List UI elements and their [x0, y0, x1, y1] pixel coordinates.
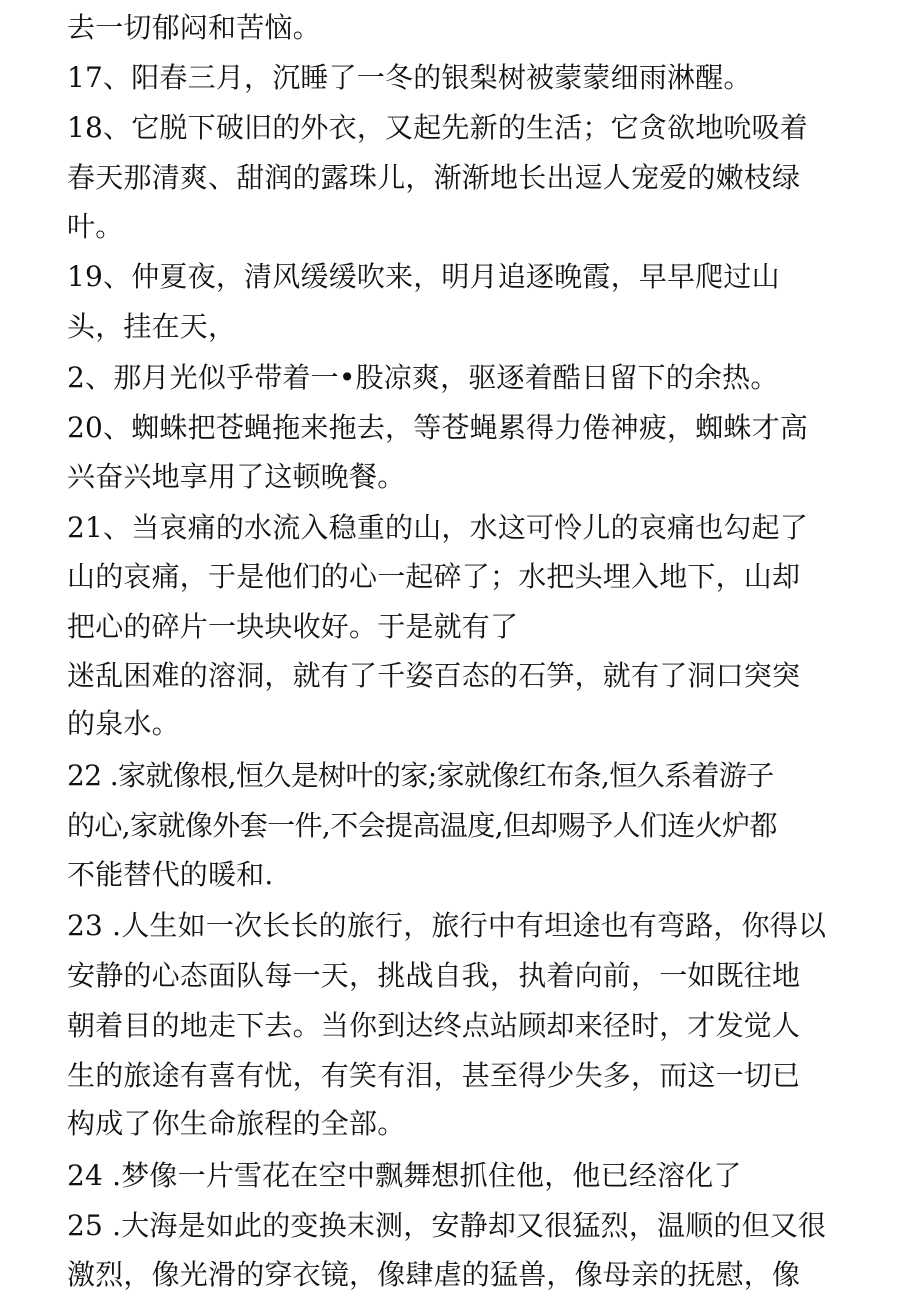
text-line-17: 的心,家就像外套一件,不会提高温度,但却赐予人们连火炉都: [67, 809, 777, 842]
text-line-23: 构成了你生命旅程的全部。: [67, 1107, 406, 1140]
text-line-22: 生的旅途有喜有忧，有笑有泪，甚至得少失多，而这一切已: [67, 1059, 801, 1092]
text-line-2: 17、阳春三月，沉睡了一冬的银梨树被蒙蒙细雨淋醒。: [67, 61, 752, 94]
text-line-26: 激烈，像光滑的穿衣镜，像肆虐的猛兽，像母亲的抚慰，像: [67, 1258, 801, 1291]
text-line-6: 19、仲夏夜，清风缓缓吹来，明月追逐晚霞，早早爬过山: [67, 260, 780, 293]
text-line-12: 山的哀痛，于是他们的心一起碎了；水把头埋入地下，山却: [67, 560, 801, 593]
text-line-13: 把心的碎片一块块收好。于是就有了: [67, 610, 519, 643]
text-line-15: 的泉水。: [67, 707, 180, 740]
text-line-11: 21、当哀痛的水流入稳重的山，水这可怜儿的哀痛也勾起了: [67, 511, 809, 544]
text-line-18: 不能替代的暖和.: [67, 858, 274, 891]
text-line-3: 18、它脱下破旧的外衣，又起先新的生活；它贪欲地吮吸着: [67, 111, 809, 144]
text-line-25: 25 .大海是如此的变换末测，安静却又很猛烈，温顺的但又很: [67, 1209, 827, 1242]
text-line-1: 去一切郁闷和苦恼。: [67, 11, 321, 44]
text-line-7: 头，挂在天，: [67, 310, 237, 343]
text-line-20: 安静的心态面队每一天，挑战自我，执着向前，一如既往地: [67, 959, 801, 992]
text-line-5: 叶。: [67, 210, 124, 243]
text-line-21: 朝着目的地走下去。当你到达终点站顾却来径时，才发觉人: [67, 1009, 801, 1042]
text-line-8: 2、那月光似乎带着一•股凉爽，驱逐着酷日留下的余热。: [67, 361, 779, 394]
text-line-24: 24 .梦像一片雪花在空中飘舞想抓住他，他已经溶化了: [67, 1159, 742, 1192]
text-line-19: 23 .人生如一次长长的旅行，旅行中有坦途也有弯路，你得以: [67, 909, 827, 942]
text-line-10: 兴奋兴地享用了这顿晚餐。: [67, 460, 406, 493]
text-line-9: 20、蜘蛛把苍蝇拖来拖去，等苍蝇累得力倦神疲，蜘蛛才高: [67, 411, 809, 444]
text-line-14: 迷乱困难的溶洞，就有了千姿百态的石笋，就有了洞口突突: [67, 659, 801, 692]
text-line-16: 22 .家就像根,恒久是树叶的家;家就像红布条,恒久系着游子: [67, 759, 774, 792]
text-line-4: 春天那清爽、甜润的露珠儿，渐渐地长出逗人宠爱的嫩枝绿: [67, 161, 801, 194]
